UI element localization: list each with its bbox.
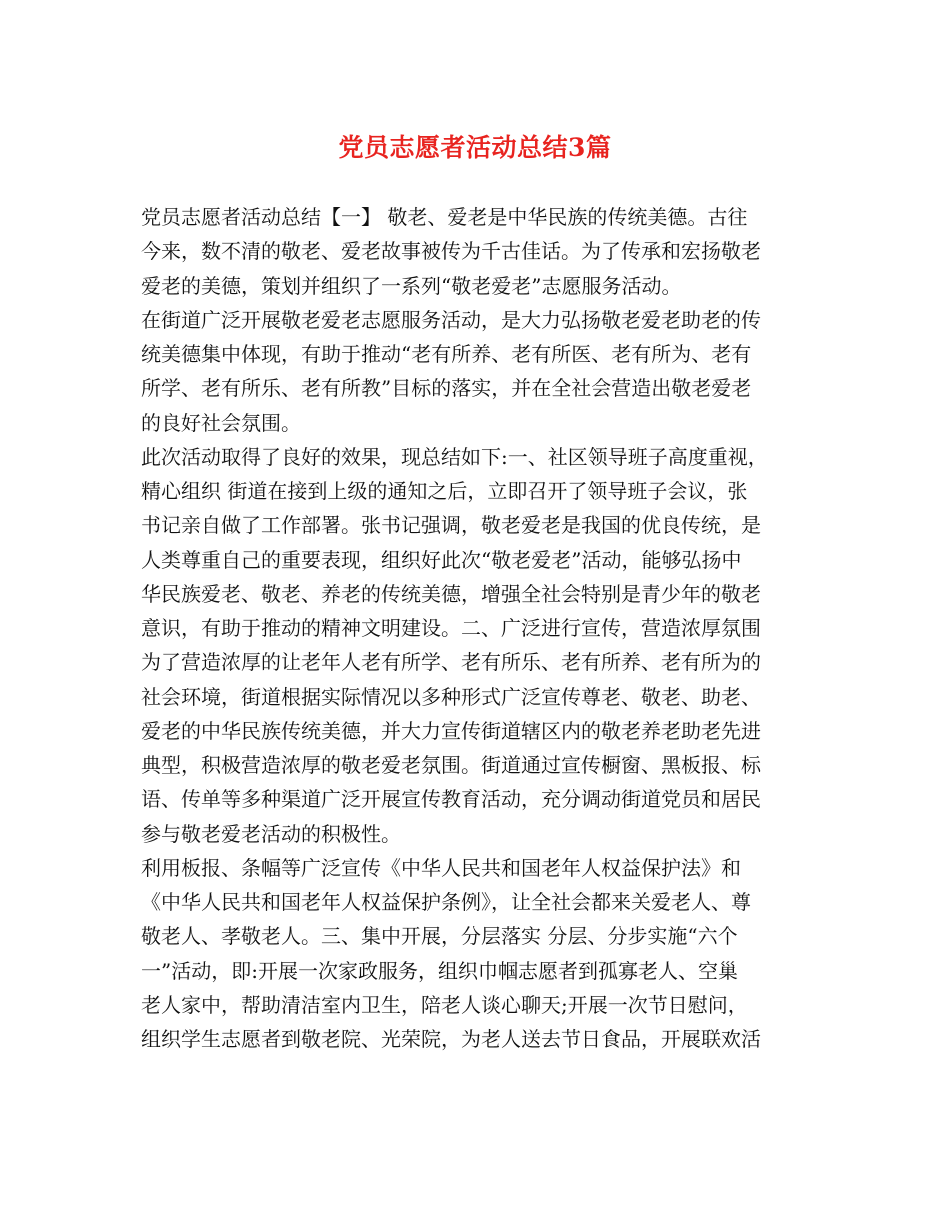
body-line: 统美德集中体现，有助于推动“老有所养、老有所医、老有所为、老有 — [141, 342, 752, 366]
body-line: 所学、老有所乐、老有所教”目标的落实，并在全社会营造出敬老爱老 — [141, 376, 752, 401]
body-line: 华民族爱老、敬老、养老的传统美德，增强全社会特别是青少年的敬老 — [141, 581, 761, 606]
body-line: 的良好社会氛围。 — [141, 410, 301, 435]
body-line: 典型，积极营造浓厚的敬老爱老氛围。街道通过宣传橱窗、黑板报、标 — [141, 753, 761, 777]
body-line: 此次活动取得了良好的效果，现总结如下:一、社区领导班子高度重视， — [141, 444, 768, 469]
body-line: 人类尊重自己的重要表现，组织好此次“敬老爱老”活动，能够弘扬中 — [141, 547, 742, 572]
document-title: 党员志愿者活动总结3篇 — [338, 133, 612, 162]
body-line: 组织学生志愿者到敬老院、光荣院，为老人送去节日食品，开展联欢活 — [141, 1027, 761, 1051]
document-body — [141, 200, 831, 1056]
body-line: 爱老的美德，策划并组织了一系列“敬老爱老”志愿服务活动。 — [141, 273, 682, 298]
body-line: 参与敬老爱老活动的积极性。 — [141, 821, 401, 846]
body-line: 一”活动，即:开展一次家政服务，组织巾帼志愿者到孤寡老人、空巢 — [141, 958, 738, 983]
body-line: 爱老的中华民族传统美德，并大力宣传街道辖区内的敬老养老助老先进 — [141, 718, 761, 743]
body-line: 意识，有助于推动的精神文明建设。二、广泛进行宣传，营造浓厚氛围 — [141, 616, 761, 640]
body-line: 敬老人、孝敬老人。三、集中开展，分层落实 分层、分步实施“六个 — [141, 924, 738, 949]
body-line: 社会环境，街道根据实际情况以多种形式广泛宣传尊老、敬老、助老、 — [141, 684, 761, 709]
body-line: 在街道广泛开展敬老爱老志愿服务活动，是大力弘扬敬老爱老助老的传 — [141, 307, 761, 332]
body-line: 今来，数不清的敬老、爱老故事被传为千古佳话。为了传承和宏扬敬老 — [141, 239, 761, 264]
body-line: 精心组织 街道在接到上级的通知之后，立即召开了领导班子会议，张 — [141, 479, 748, 503]
body-line: 语、传单等多种渠道广泛开展宣传教育活动，充分调动街道党员和居民 — [141, 787, 761, 812]
body-line: 《中华人民共和国老年人权益保护条例》，让全社会都来关爱老人、尊 — [141, 890, 751, 914]
body-line: 党员志愿者活动总结【一】 敬老、爱老是中华民族的传统美德。古往 — [141, 205, 748, 229]
body-line: 书记亲自做了工作部署。张书记强调，敬老爱老是我国的优良传统，是 — [141, 513, 761, 538]
body-line: 利用板报、条幅等广泛宣传《中华人民共和国老年人权益保护法》和 — [141, 855, 741, 880]
body-line: 为了营造浓厚的让老年人老有所学、老有所乐、老有所养、老有所为的 — [141, 650, 761, 675]
body-line: 老人家中，帮助清洁室内卫生，陪老人谈心聊天;开展一次节日慰问， — [141, 992, 748, 1017]
